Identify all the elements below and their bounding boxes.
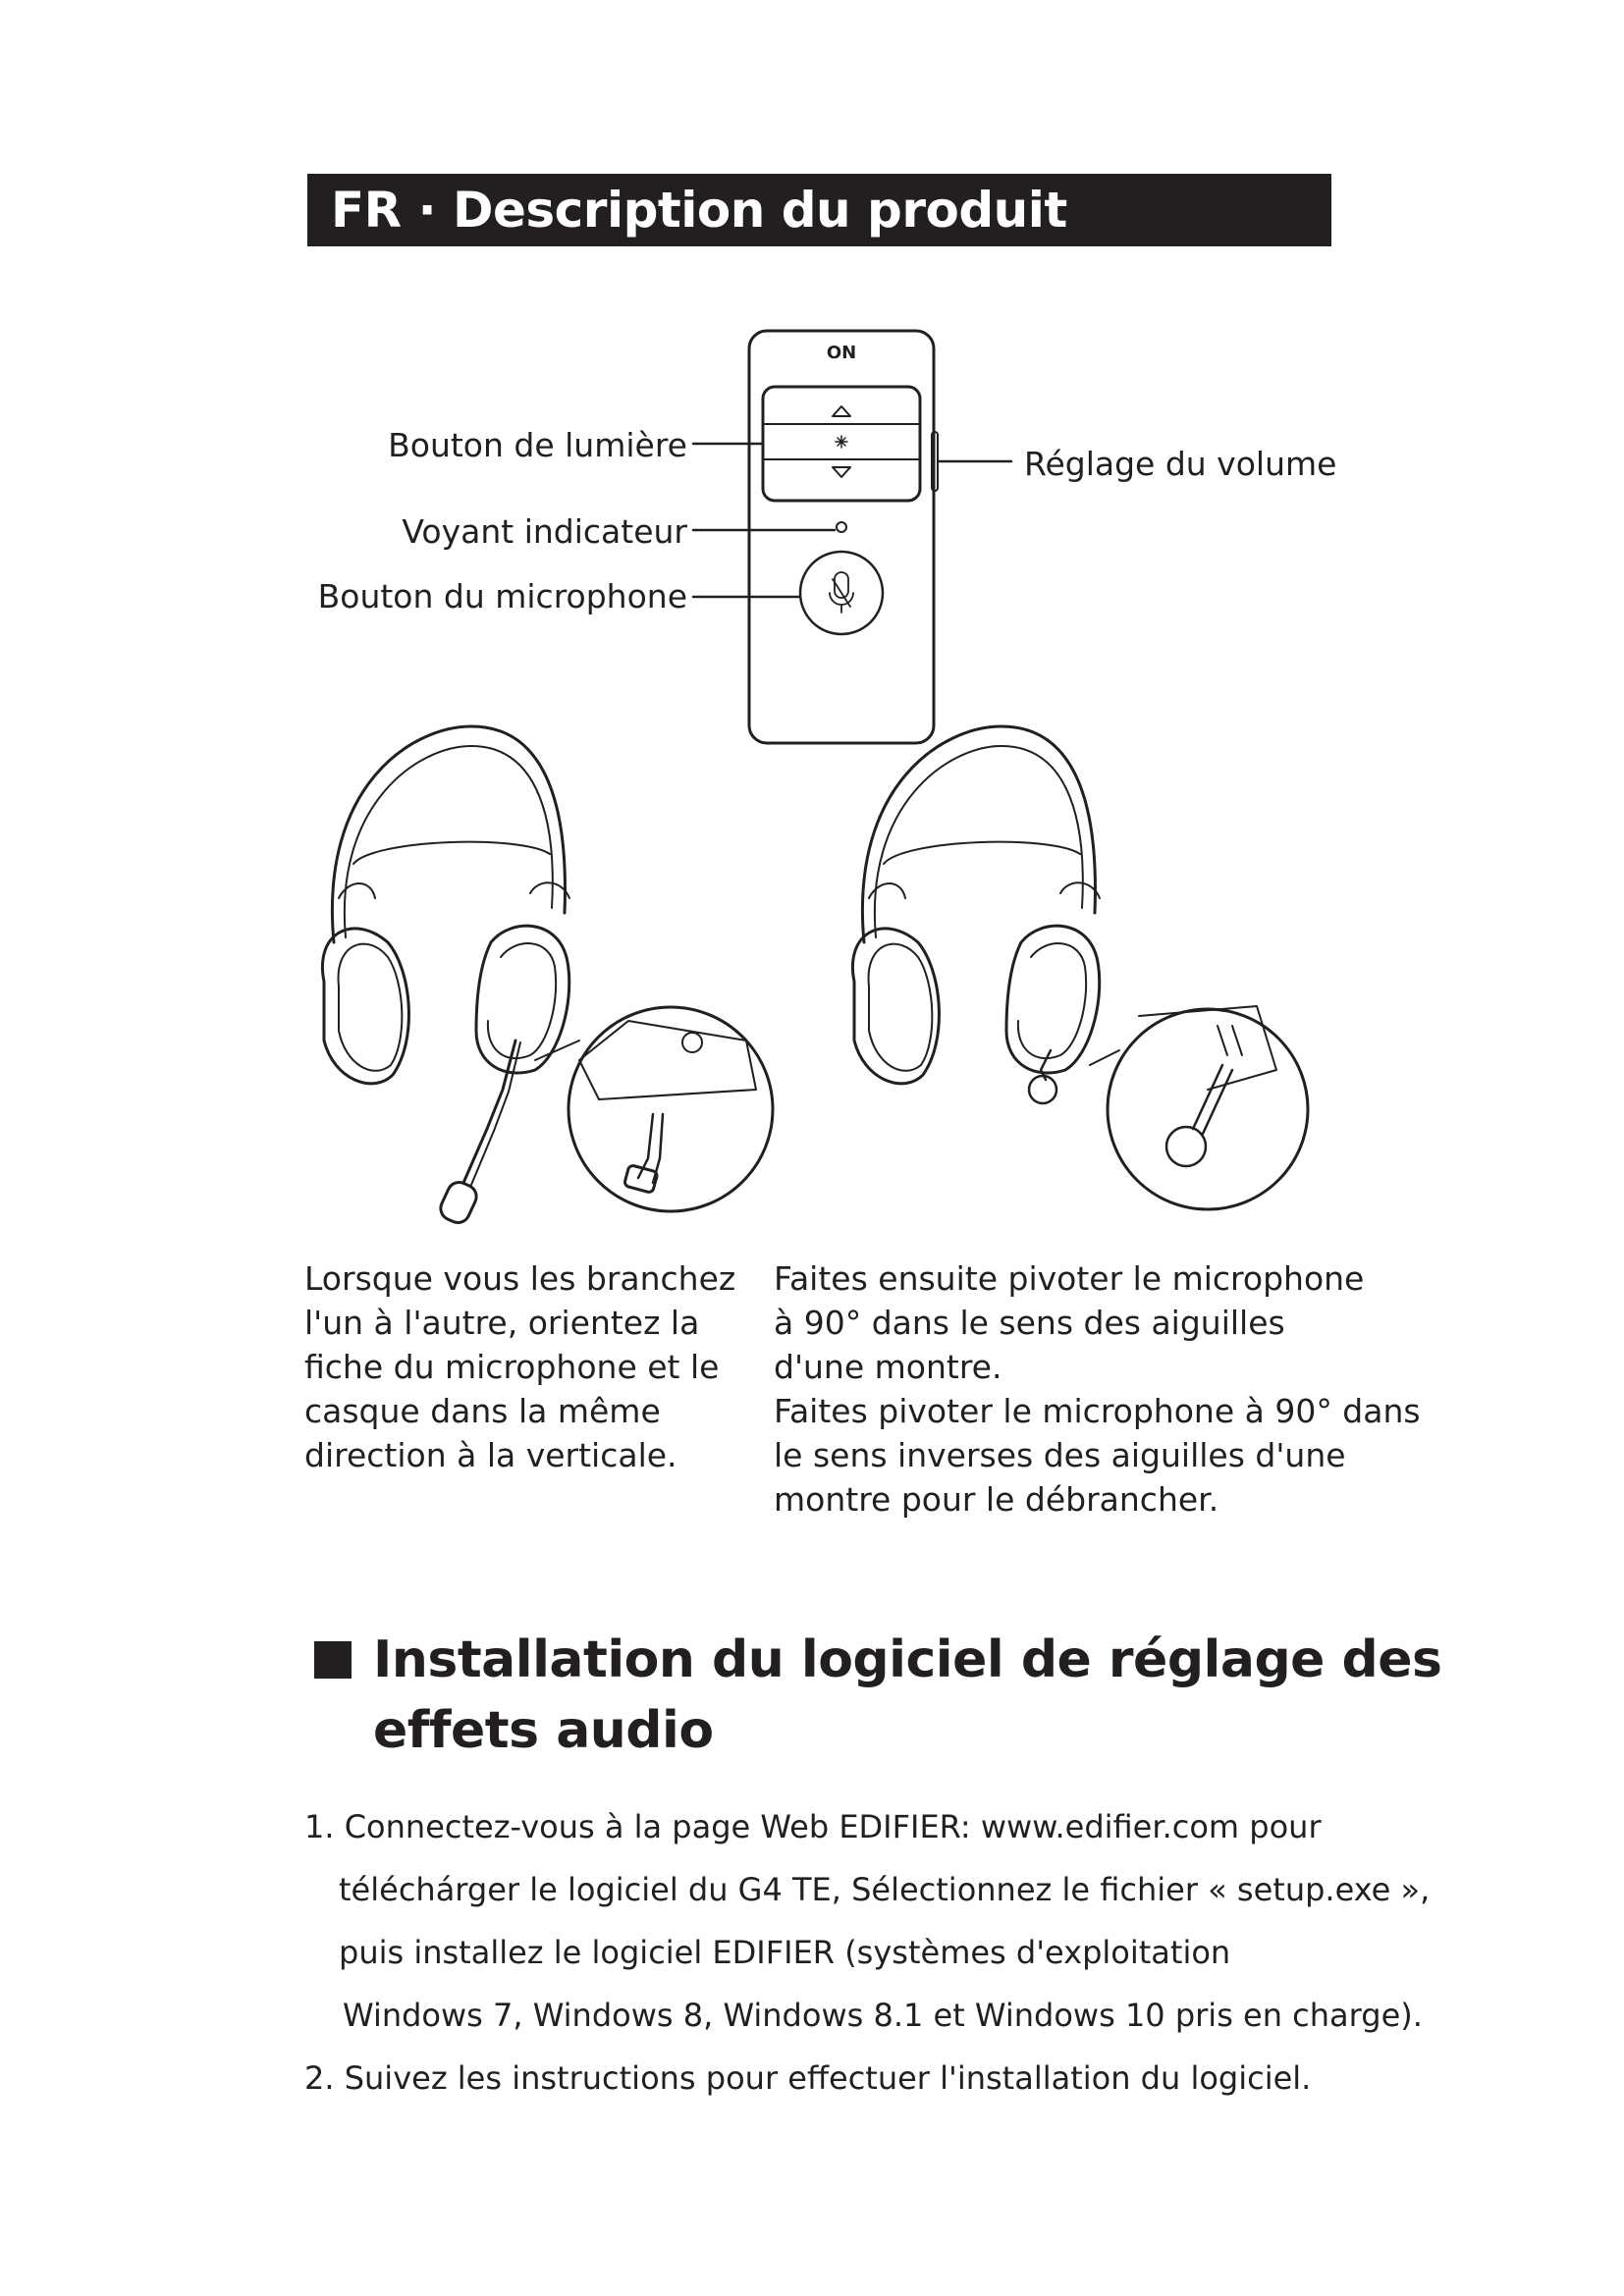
light-icon (836, 436, 847, 448)
step-1-line3: puis installez le logiciel EDIFIER (systèmes d'exploitation (339, 1934, 1231, 1971)
step-1-line2: téléchárger le logiciel du G4 TE, Sélectionnez le fichier « setup.exe », (339, 1871, 1431, 1908)
callout-light-button: Bouton de lumière (388, 426, 687, 464)
headset-right-illustration (852, 726, 1308, 1209)
remote-control-illustration (693, 331, 1011, 743)
section-title-line1: Installation du logiciel de réglage des (373, 1630, 1442, 1689)
callout-mic-button: Bouton du microphone (317, 577, 687, 615)
callout-volume: Réglage du volume (1024, 445, 1337, 483)
headset-left-illustration (322, 726, 773, 1226)
section-title-line2: effets audio (373, 1701, 714, 1760)
indicator-led (837, 522, 846, 532)
caption-left: Lorsque vous les branchez l'un à l'autre, orientez la fiche du microphone et le casque dans la même direction à la verticale. (304, 1259, 736, 1474)
caption-right: Faites ensuite pivoter le microphone à 90° dans le sens des aiguilles d'une montre. Faites pivoter le microphone à 90° dans le sens inverses des aiguilles d'une montre pour le débrancher. (774, 1259, 1421, 1519)
step-2: 2. Suivez les instructions pour effectuer l'installation du logiciel. (304, 2059, 1312, 2097)
section-bullet-square (314, 1641, 352, 1679)
page-title: FR · Description du produit (331, 182, 1067, 239)
callout-indicator: Voyant indicateur (402, 512, 687, 551)
on-label: ON (826, 343, 857, 363)
microphone-mute-icon (830, 572, 853, 613)
step-1-line1: 1. Connectez-vous à la page Web EDIFIER: www.edifier.com pour (304, 1808, 1322, 1845)
step-1-line4: Windows 7, Windows 8, Windows 8.1 et Windows 10 pris en charge). (343, 1997, 1423, 2034)
volume-up-icon (833, 406, 850, 416)
volume-down-icon (833, 467, 850, 477)
